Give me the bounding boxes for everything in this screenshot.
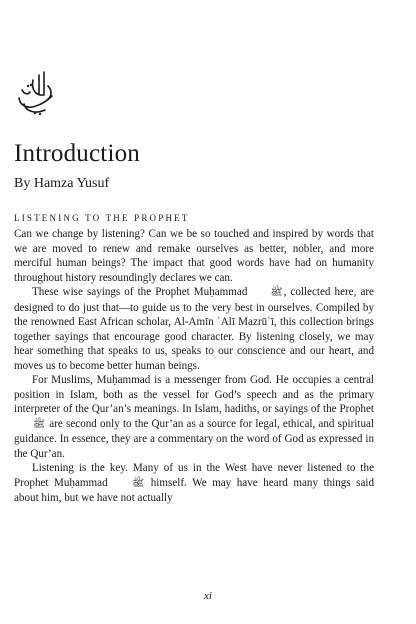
- paragraph-text: , collected here, are designed to do just that—to guide us to the very best in ourselves. Compiled by the renowned East African scholar, Al-Amīn ʿAlī Mazrūʿī, this collection brings together sayings that encourage good character. By listening closely, we may hear something that speaks to us, speaks to our conscience and our heart, and moves us to become better human beings.: [14, 286, 374, 372]
- author-byline: By Hamza Yusuf: [14, 176, 110, 191]
- body-text: [14, 227, 374, 506]
- paragraph-text: Can we change by listening? Can we be so touched and inspired by words that we are moved to renew and remake ourselves as better, nobler, and more merciful human beings? The impact that good words have had on humanity throughout history resoundingly declares we can.: [14, 228, 374, 284]
- paragraph-text: are second only to the Qur’an as a source for legal, ethical, and spiritual guidance. In essence, they are a commentary on the word of God as expressed in the Qur’an.: [14, 417, 374, 460]
- salawat-calligraphy-icon: [14, 68, 56, 118]
- paragraph: [14, 461, 374, 506]
- section-heading: LISTENING TO THE PROPHET: [14, 213, 190, 223]
- chapter-title: Introduction: [14, 140, 140, 167]
- paragraph: [14, 285, 374, 373]
- honorific-icon: ﷺ: [33, 418, 46, 430]
- paragraph-text: himself. We may have heard many things said about him, but we have not actually: [14, 476, 374, 504]
- honorific-icon: ﷺ: [132, 477, 145, 489]
- page-number: xi: [204, 590, 212, 602]
- paragraph: [14, 227, 374, 285]
- paragraph-text: For Muslims, Muḥammad is a messenger from God. He occupies a central position in Islam, both as the vessel for God’s speech and as the primary interpreter of the Qur’an’s meanings. In Islam, hadiths, or sayings of the Prophet: [14, 374, 374, 415]
- paragraph-text: These wise sayings of the Prophet Muḥammad: [32, 286, 248, 298]
- paragraph-text: Listening is the key. Many of us in the West have never listened to the Prophet Muḥammad: [14, 462, 374, 489]
- honorific-icon: ﷺ: [270, 287, 283, 298]
- paragraph: [14, 373, 374, 461]
